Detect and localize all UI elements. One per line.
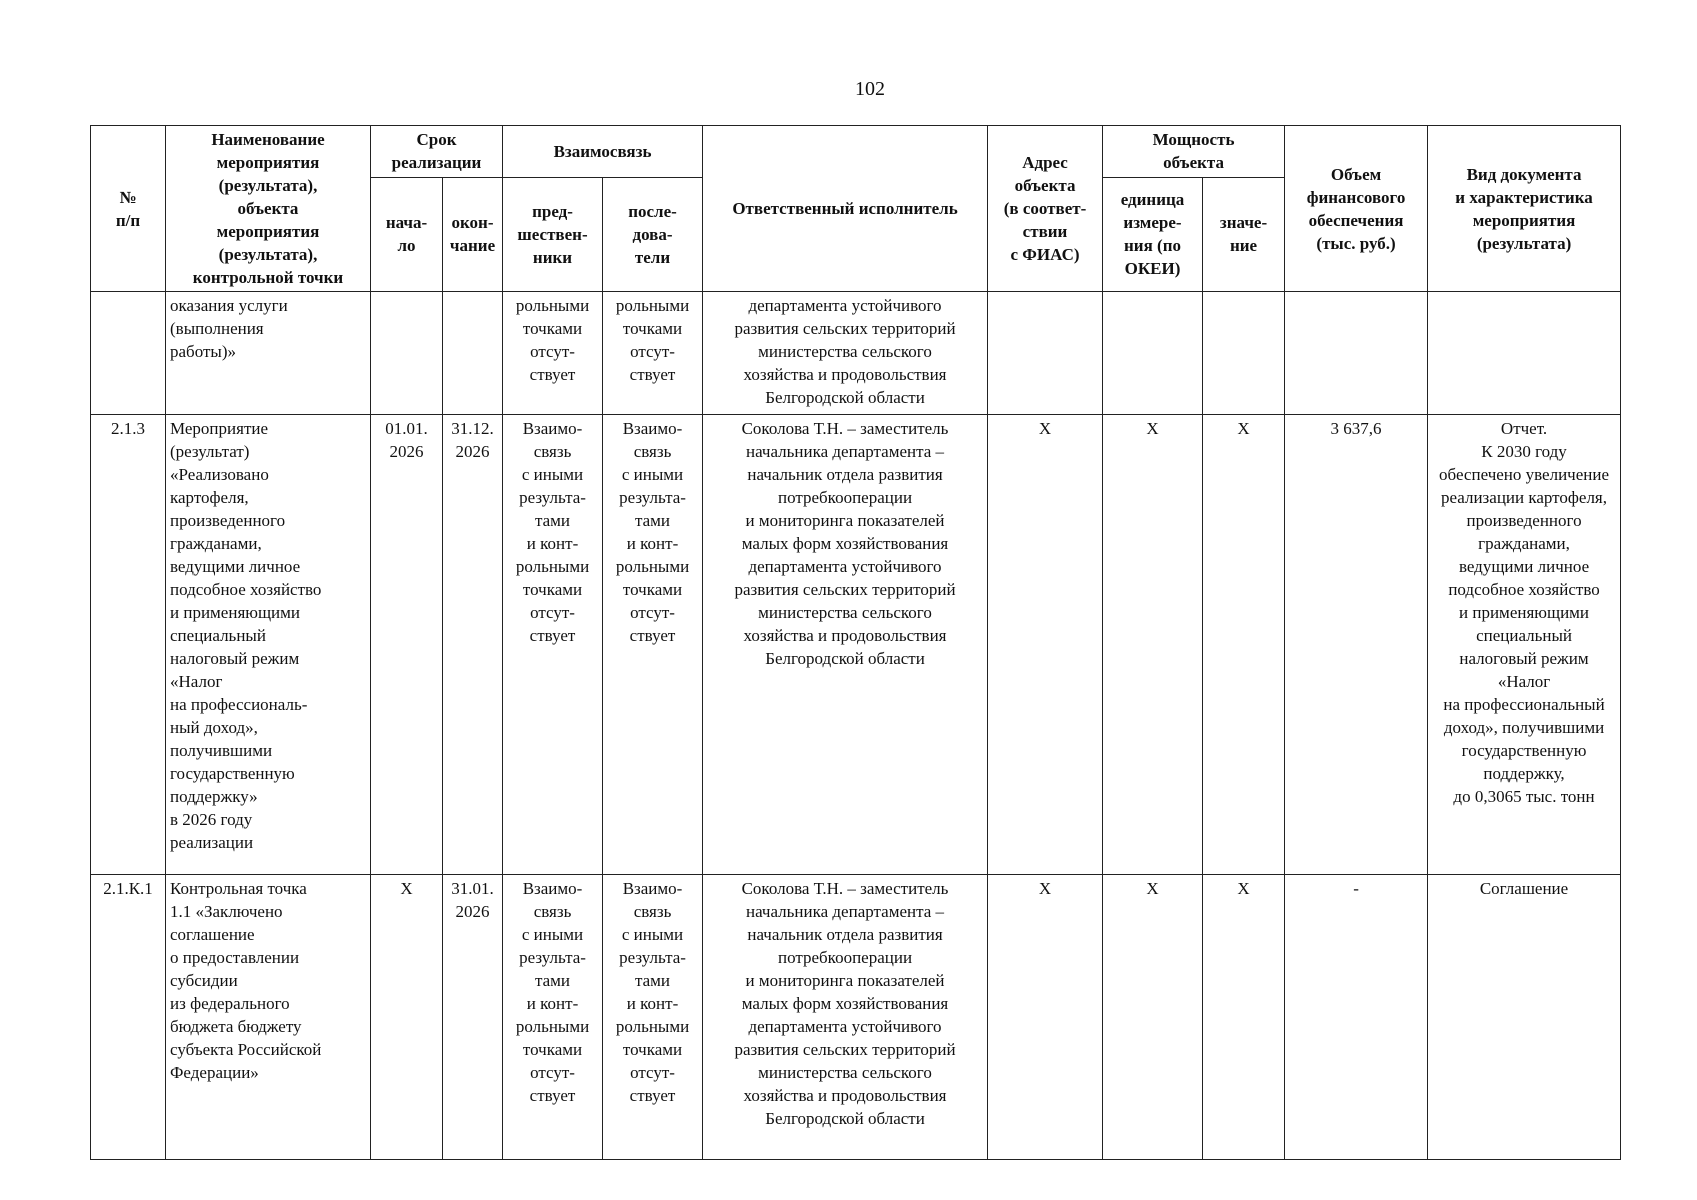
cell-num: 2.1.3 <box>91 415 166 875</box>
cell-responsible: департамента устойчивого развития сельских территорий министерства сельского хозяйства и продовольствия Белгородской области <box>703 292 988 415</box>
cell-unit: Х <box>1103 415 1203 875</box>
cell-name: Мероприятие (результат) «Реализовано картофеля, произведенного гражданами, ведущими личное подсобное хозяйство и применяющими специальный налоговый режим «Налог на профессиональ- ный доход», получившими государственную поддержку» в 2026 году реализации <box>166 415 371 875</box>
cell-num <box>91 292 166 415</box>
header-name: Наименование мероприятия (результата), объекта мероприятия (результата), контрольной точки <box>166 126 371 292</box>
cell-unit <box>1103 292 1203 415</box>
cell-prev: рольными точками отсут- ствует <box>503 292 603 415</box>
cell-value <box>1203 292 1285 415</box>
cell-value: Х <box>1203 875 1285 1160</box>
cell-address: Х <box>988 875 1103 1160</box>
cell-unit: Х <box>1103 875 1203 1160</box>
cell-next: Взаимо- связь с иными результа- тами и конт- рольными точками отсут- ствует <box>603 415 703 875</box>
table-row <box>91 415 1621 875</box>
cell-finance <box>1285 292 1428 415</box>
cell-next: рольными точками отсут- ствует <box>603 292 703 415</box>
cell-end <box>443 292 503 415</box>
header-doc-type: Вид документа и характеристика мероприятия (результата) <box>1428 126 1621 292</box>
table-row <box>91 292 1621 415</box>
cell-prev: Взаимо- связь с иными результа- тами и конт- рольными точками отсут- ствует <box>503 415 603 875</box>
header-responsible: Ответственный исполнитель <box>703 126 988 292</box>
header-term-end: окон- чание <box>443 177 503 291</box>
cell-address <box>988 292 1103 415</box>
cell-prev: Взаимо- связь с иными результа- тами и конт- рольными точками отсут- ствует <box>503 875 603 1160</box>
cell-responsible: Соколова Т.Н. – заместитель начальника департамента – начальник отдела развития потребкооперации и мониторинга показателей малых форм хозяйствования департамента устойчивого развития сельских территорий министерства сельского хозяйства и продовольствия Белгородской области <box>703 875 988 1160</box>
cell-next: Взаимо- связь с иными результа- тами и конт- рольными точками отсут- ствует <box>603 875 703 1160</box>
header-capacity-unit: единица измере- ния (по ОКЕИ) <box>1103 177 1203 291</box>
header-relation-prev: пред- шествен- ники <box>503 177 603 291</box>
cell-finance: 3 637,6 <box>1285 415 1428 875</box>
cell-name: Контрольная точка 1.1 «Заключено соглашение о предоставлении субсидии из федерального бюджета бюджету субъекта Российской Федерации» <box>166 875 371 1160</box>
header-capacity-value: значе- ние <box>1203 177 1285 291</box>
cell-doc: Соглашение <box>1428 875 1621 1160</box>
cell-num: 2.1.К.1 <box>91 875 166 1160</box>
cell-name: оказания услуги (выполнения работы)» <box>166 292 371 415</box>
cell-start: Х <box>371 875 443 1160</box>
page-number: 102 <box>855 78 885 100</box>
cell-start: 01.01. 2026 <box>371 415 443 875</box>
cell-responsible: Соколова Т.Н. – заместитель начальника департамента – начальник отдела развития потребкооперации и мониторинга показателей малых форм хозяйствования департамента устойчивого развития сельских территорий министерства сельского хозяйства и продовольствия Белгородской области <box>703 415 988 875</box>
cell-doc: Отчет. К 2030 году обеспечено увеличение реализации картофеля, произведенного гражданами, ведущими личное подсобное хозяйство и применяющими специальный налоговый режим «Налог на профессиональный доход», получившими государственную поддержку, до 0,3065 тыс. тонн <box>1428 415 1621 875</box>
header-term: Срок реализации <box>371 126 503 178</box>
header-finance: Объем финансового обеспечения (тыс. руб.) <box>1285 126 1428 292</box>
header-num: № п/п <box>91 126 166 292</box>
cell-end: 31.12. 2026 <box>443 415 503 875</box>
cell-doc <box>1428 292 1621 415</box>
activities-table <box>90 125 1621 1160</box>
header-capacity: Мощность объекта <box>1103 126 1285 178</box>
header-relation: Взаимосвязь <box>503 126 703 178</box>
cell-value: Х <box>1203 415 1285 875</box>
cell-start <box>371 292 443 415</box>
table-row <box>91 875 1621 1160</box>
header-term-start: нача- ло <box>371 177 443 291</box>
header-address: Адрес объекта (в соответ- ствии с ФИАС) <box>988 126 1103 292</box>
header-relation-next: после- дова- тели <box>603 177 703 291</box>
cell-end: 31.01. 2026 <box>443 875 503 1160</box>
cell-address: Х <box>988 415 1103 875</box>
cell-finance: - <box>1285 875 1428 1160</box>
